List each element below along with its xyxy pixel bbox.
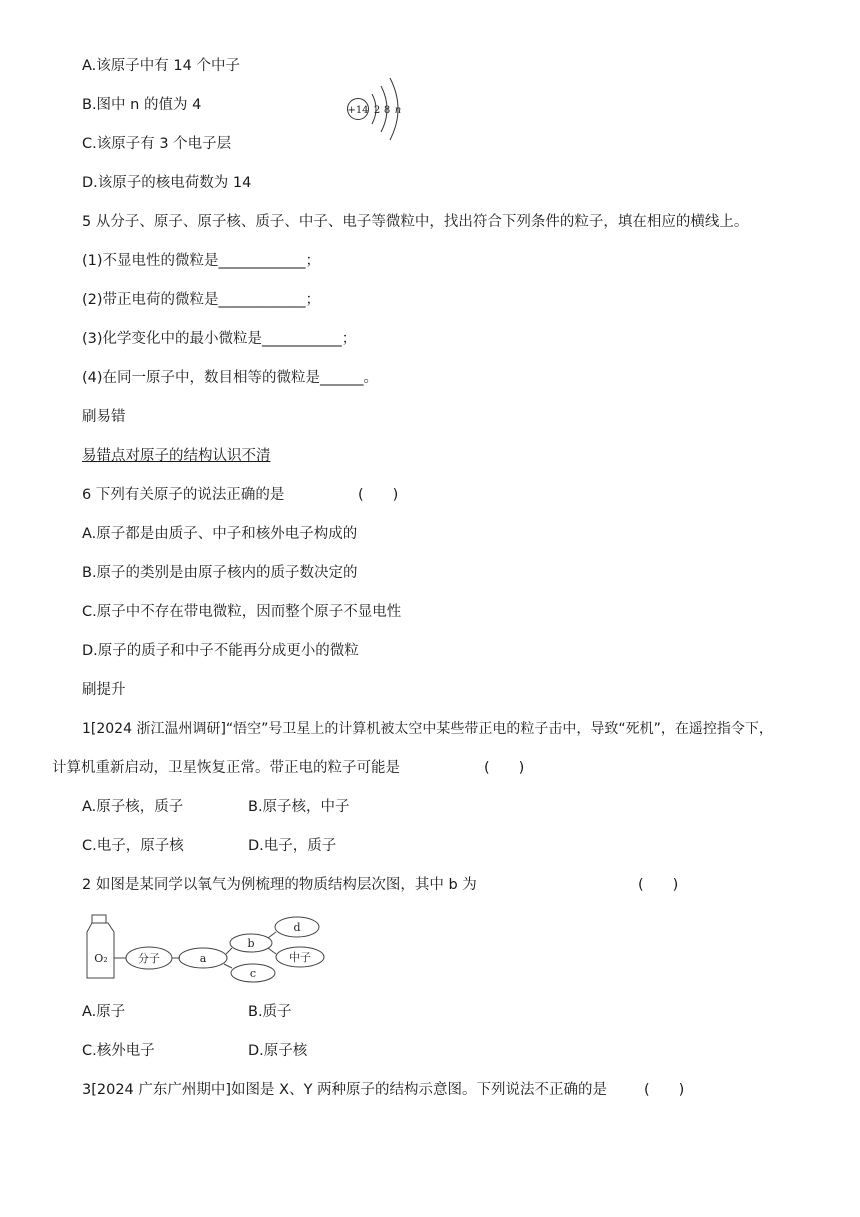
q6-option-d: D.原子的质子和中子不能再分成更小的微粒 <box>82 643 359 659</box>
q4-option-d: D.该原子的核电荷数为 14 <box>82 175 252 191</box>
u1-option-c: C.电子，原子核 <box>82 838 184 854</box>
section-title-improve: 刷提升 <box>82 682 126 698</box>
u2-option-b: B.质子 <box>248 1004 292 1020</box>
u2-option-c: C.核外电子 <box>82 1043 155 1059</box>
structure-hierarchy-diagram <box>84 910 328 984</box>
q5-stem: 5 从分子、原子、原子核、质子、中子、电子等微粒中，找出符合下列条件的粒子，填在相应的横线上。 <box>82 214 749 230</box>
shell-1-electrons: 2 <box>373 105 381 116</box>
node-a-label: a <box>199 952 207 965</box>
atom-structure-diagram <box>340 76 410 142</box>
u1-stem-line-2: 计算机重新启动，卫星恢复正常。带正电的粒子可能是 <box>52 760 400 776</box>
node-d-label: d <box>293 921 301 934</box>
q5-part-1: (1)不显电性的微粒是____________； <box>82 253 321 269</box>
q4-option-c: C.该原子有 3 个电子层 <box>82 136 232 152</box>
shell-3-electrons: n <box>394 105 402 116</box>
u1-option-b: B.原子核，中子 <box>248 799 350 815</box>
nucleus-charge: +14 <box>347 105 369 116</box>
node-b-label: b <box>247 937 255 950</box>
q6-stem: 6 下列有关原子的说法正确的是 <box>82 487 285 503</box>
node-c-label: c <box>249 967 257 980</box>
section-title-errors: 刷易错 <box>82 409 126 425</box>
u2-stem: 2 如图是某同学以氧气为例梳理的物质结构层次图，其中 b 为 <box>82 877 477 893</box>
u1-option-d: D.电子，质子 <box>248 838 337 854</box>
oxygen-bottle <box>87 915 114 978</box>
u1-option-a: A.原子核，质子 <box>82 799 184 815</box>
q6-answer-paren: ( ) <box>358 487 399 503</box>
q5-part-3: (3)化学变化中的最小微粒是___________； <box>82 331 357 347</box>
u1-answer-paren: ( ) <box>484 760 525 776</box>
q6-option-c: C.原子中不存在带电微粒，因而整个原子不显电性 <box>82 604 402 620</box>
u2-answer-paren: ( ) <box>638 877 679 893</box>
shell-2-electrons: 8 <box>383 105 391 116</box>
q5-part-4: (4)在同一原子中，数目相等的微粒是______。 <box>82 370 379 386</box>
u3-answer-paren: ( ) <box>644 1082 685 1098</box>
node-neutron-label: 中子 <box>289 951 311 964</box>
u2-option-a: A.原子 <box>82 1004 126 1020</box>
q4-option-b: B.图中 n 的值为 4 <box>82 97 202 113</box>
q4-option-a: A.该原子中有 14 个中子 <box>82 58 240 74</box>
u3-stem: 3[2024 广东广州期中]如图是 X、Y 两种原子的结构示意图。下列说法不正确的是 <box>82 1082 608 1098</box>
section-subtitle-errors: 易错点对原子的结构认识不清 <box>82 448 271 464</box>
q5-part-2: (2)带正电荷的微粒是____________； <box>82 292 321 308</box>
q6-option-b: B.原子的类别是由原子核内的质子数决定的 <box>82 565 358 581</box>
q6-option-a: A.原子都是由质子、中子和核外电子构成的 <box>82 526 358 542</box>
u2-option-d: D.原子核 <box>248 1043 308 1059</box>
node-molecule-label: 分子 <box>138 952 160 965</box>
u1-stem-line-1: 1[2024 浙江温州调研]“悟空”号卫星上的计算机被太空中某些带正电的粒子击中，导致“死机”，在遥控指令下， <box>82 721 773 737</box>
bottle-label: O₂ <box>94 952 108 965</box>
